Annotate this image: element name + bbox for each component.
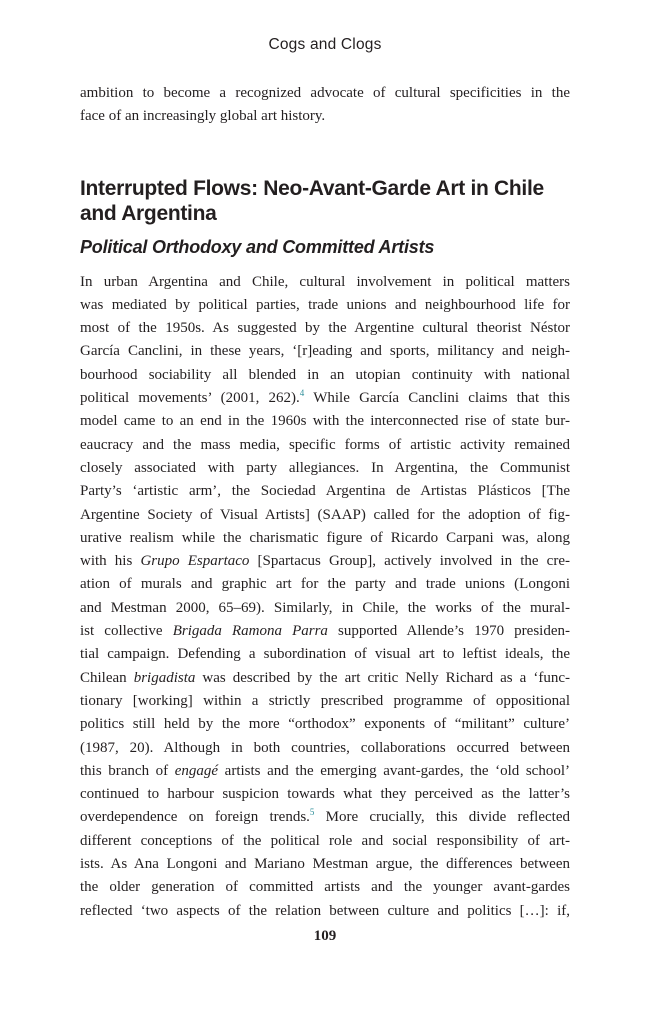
text-line: Argentine Society of Visual Artists] (SAAP) called for the adoption of fig- [80, 506, 570, 523]
text-segment: overdependence on foreign trends. [80, 809, 310, 826]
text-segment: Chilean [80, 669, 134, 686]
section-heading [80, 176, 570, 226]
text-segment: [Spartacus Group], actively involved in the cre- [249, 553, 570, 570]
text-line: face of an increasingly global art history. [80, 108, 326, 125]
intro-paragraph [80, 82, 570, 129]
subsection-heading: Political Orthodoxy and Committed Artists [80, 236, 435, 257]
italic-term: brigadista [133, 669, 196, 686]
text-line: García Canclini, in these years, ‘[r]eading and sports, militancy and neigh- [80, 343, 570, 360]
text-line: Party’s ‘artistic arm’, the Sociedad Argentina de Artistas Plásticos [The [80, 483, 570, 500]
page-number: 109 [313, 928, 337, 944]
text-line: most of the 1950s. As suggested by the Argentine cultural theorist Néstor [80, 320, 570, 337]
text-line: continued to harbour suspicion towards what they perceived as the latter’s [80, 786, 570, 803]
footnote-ref-4[interactable]: 4 [299, 388, 305, 399]
text-segment: political movements’ (2001, 262). [80, 390, 300, 407]
text-segment: While García Canclini claims that this [304, 390, 570, 407]
text-segment: More crucially, this divide reflected [314, 809, 570, 826]
text-line: closely associated with party allegiances. In Argentina, the Communist [80, 459, 570, 476]
footnote-ref-5[interactable]: 5 [309, 807, 315, 818]
text-segment: with his [80, 553, 141, 570]
text-line: In urban Argentina and Chile, cultural involvement in political matters [80, 273, 570, 290]
body-paragraph [80, 271, 570, 923]
text-line [80, 620, 570, 643]
text-line: ambition to become a recognized advocate of cultural specificities in the [80, 85, 570, 101]
text-segment: ist collective [80, 623, 173, 640]
text-line: bourhood sociability all blended in an utopian continuity with national [80, 366, 570, 383]
heading-line: Interrupted Flows: Neo-Avant-Garde Art in Chile [80, 176, 544, 200]
text-line: ation of murals and graphic art for the party and trade unions (Longoni [80, 576, 570, 593]
text-line: reflected ‘two aspects of the relation between culture and politics […]: if, [80, 902, 570, 919]
text-line: tionary [working] within a strictly prescribed programme of oppositional [80, 692, 570, 709]
text-segment: this branch of [80, 762, 175, 779]
italic-term: engagé [174, 762, 219, 779]
italic-term: Brigada Ramona Parra [172, 623, 328, 640]
italic-term: Grupo Espartaco [140, 553, 250, 570]
text-line: model came to an end in the 1960s with the interconnected rise of state bur- [80, 413, 570, 430]
running-head: Cogs and Clogs [268, 36, 382, 53]
page-content [80, 82, 570, 923]
text-line: different conceptions of the political role and social responsibility of art- [80, 832, 570, 849]
text-line [80, 760, 570, 783]
text-line: eaucracy and the mass media, specific forms of artistic activity remained [80, 436, 570, 453]
text-line [80, 806, 570, 829]
text-line: politics still held by the more “orthodox” exponents of “militant” culture’ [80, 716, 570, 733]
text-line [80, 387, 570, 410]
text-line: the older generation of committed artists and the younger avant-gardes [80, 879, 570, 896]
text-line: urative realism while the charismatic figure of Ricardo Carpani was, along [80, 529, 570, 546]
text-line: and Mestman 2000, 65–69). Similarly, in Chile, the works of the mural- [80, 599, 570, 616]
text-line: ists. As Ana Longoni and Mariano Mestman argue, the differences between [80, 856, 570, 873]
text-line: was mediated by political parties, trade unions and neighbourhood life for [80, 296, 570, 313]
text-segment: was described by the art critic Nelly Richard as a ‘func- [195, 669, 570, 686]
heading-line: and Argentina [80, 201, 217, 225]
text-segment: artists and the emerging avant-gardes, the ‘old school’ [218, 762, 570, 779]
text-line: tial campaign. Defending a subordination of visual art to leftist ideals, the [80, 646, 570, 663]
text-line [80, 550, 570, 573]
text-line [80, 667, 570, 690]
text-segment: supported Allende’s 1970 presiden- [327, 623, 570, 640]
text-line: (1987, 20). Although in both countries, collaborations occurred between [80, 739, 570, 756]
